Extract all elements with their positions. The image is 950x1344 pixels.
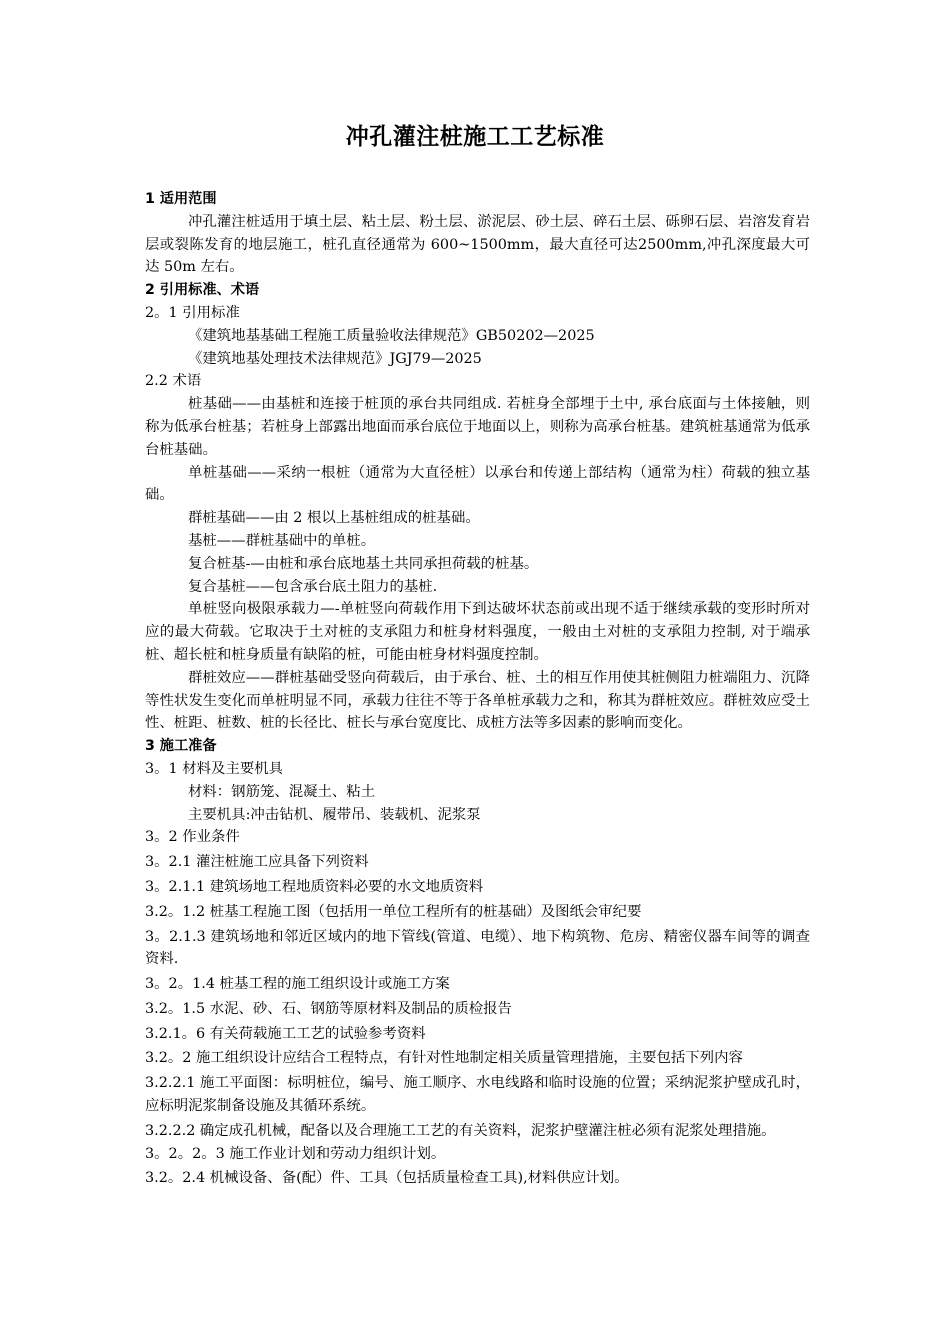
paragraph: 冲孔灌注桩适用于填土层、粘土层、粉土层、淤泥层、砂土层、碎石土层、砾卵石层、岩溶发育岩层或裂陈发育的地层施工，桩孔直径通常为 600~1500mm，最大直径可达2500mm,冲孔深度最大可达 50m 左右。 [145,213,810,276]
term-definition: 基桩——群桩基础中的单桩。 [188,532,376,549]
clause-line: 3。2.1.1 建筑场地工程地质资料必要的水文地质资料 [145,878,484,895]
term-definition: 群桩效应——群桩基础受竖向荷载后，由于承台、桩、土的相互作用使其桩侧阻力桩端阻力、沉降等性状发生变化而单桩明显不同，承载力往往不等于各单桩承载力之和，称其为群桩效应。群桩效应受土性、桩距、桩数、桩的长径比、桩长与承台宽度比、成桩方法等多因素的影响而变化。 [145,669,810,732]
clause-line: 3.2.2.2 确定成孔机械，配备以及合理施工工艺的有关资料，泥浆护壁灌注桩必须有泥浆处理措施。 [145,1122,776,1139]
standard-reference: 《建筑地基基础工程施工质量验收法律规范》GB50202—2025 [188,327,595,344]
document-title: 冲孔灌注桩施工工艺标准 [345,124,605,150]
term-definition: 单桩竖向极限承载力—-单桩竖向荷载作用下到达破坏状态前或出现不适于继续承载的变形时所对应的最大荷载。它取决于土对桩的支承阻力和桩身材料强度，一般由土对桩的支承阻力控制, 对于端承桩、超长桩和桩身质量有缺陷的桩，可能由桩身材料强度控制。 [145,601,810,663]
subsection-heading: 2。1 引用标准 [145,304,240,321]
term-definition: 桩基础——由基桩和连接于桩顶的承台共同组成. 若桩身全部埋于土中, 承台底面与土体接触，则称为低承台桩基；若桩身上部露出地面而承台底位于地面以上，则称为高承台桩基。建筑桩基通常为低承台桩基础。 [145,396,810,458]
clause-line: 3.2。1.5 水泥、砂、石、钢筋等原材料及制品的质检报告 [145,1000,512,1017]
term-definition: 单桩基础——采纳一根桩（通常为大直径桩）以承台和传递上部结构（通常为柱）荷载的独立基础。 [145,464,810,504]
standard-reference: 《建筑地基处理技术法律规范》JGJ79—2025 [188,350,482,367]
section-heading: 1 适用范围 [145,191,217,207]
subsection-heading: 3。2 作业条件 [145,829,240,846]
materials-line: 材料：钢筋笼、混凝土、粘土 [188,783,376,800]
document-body [145,188,810,1190]
clause-line: 3。2。1.4 桩基工程的施工组织设计或施工方案 [145,976,450,993]
clause-line: 3.2。2.4 机械设备、备(配）件、工具（包括质量检查工具),材料供应计划。 [145,1170,629,1187]
term-definition: 复合桩基-—由桩和承台底地基土共同承担荷载的桩基。 [188,555,539,572]
subsection-heading: 2.2 术语 [145,373,202,390]
term-definition: 群桩基础——由 2 根以上基桩组成的桩基础。 [188,510,480,527]
section-heading: 2 引用标准、术语 [145,282,260,299]
subsection-heading: 3。1 材料及主要机具 [145,760,284,777]
clause-line: 3.2。1.2 桩基工程施工图（包括用一单位工程所有的桩基础）及图纸会审纪要 [145,903,642,920]
clause-line: 3。2.1.3 建筑场地和邻近区域内的地下管线(管道、电缆）、地下构筑物、危房、精密仪器车间等的调查资料. [145,928,810,968]
clause-line: 3.2。2 施工组织设计应结合工程特点，有针对性地制定相关质量管理措施，主要包括下列内容 [145,1050,743,1067]
clause-line: 3.2.2.1 施工平面图：标明桩位，编号、施工顺序、水电线路和临时设施的位置；采纳泥浆护壁成孔时，应标明泥浆制备设施及其循环系统。 [145,1075,810,1115]
term-definition: 复合基桩——包含承台底土阻力的基桩. [188,578,438,595]
clause-line: 3。2。2。3 施工作业计划和劳动力组织计划。 [145,1145,446,1162]
section-heading: 3 施工准备 [145,738,217,755]
clause-line: 3.2.1。6 有关荷载施工工艺的试验参考资料 [145,1025,426,1042]
equipment-line: 主要机具:冲击钻机、履带吊、装载机、泥浆泵 [188,806,481,823]
clause-line: 3。2.1 灌注桩施工应具备下列资料 [145,854,369,871]
